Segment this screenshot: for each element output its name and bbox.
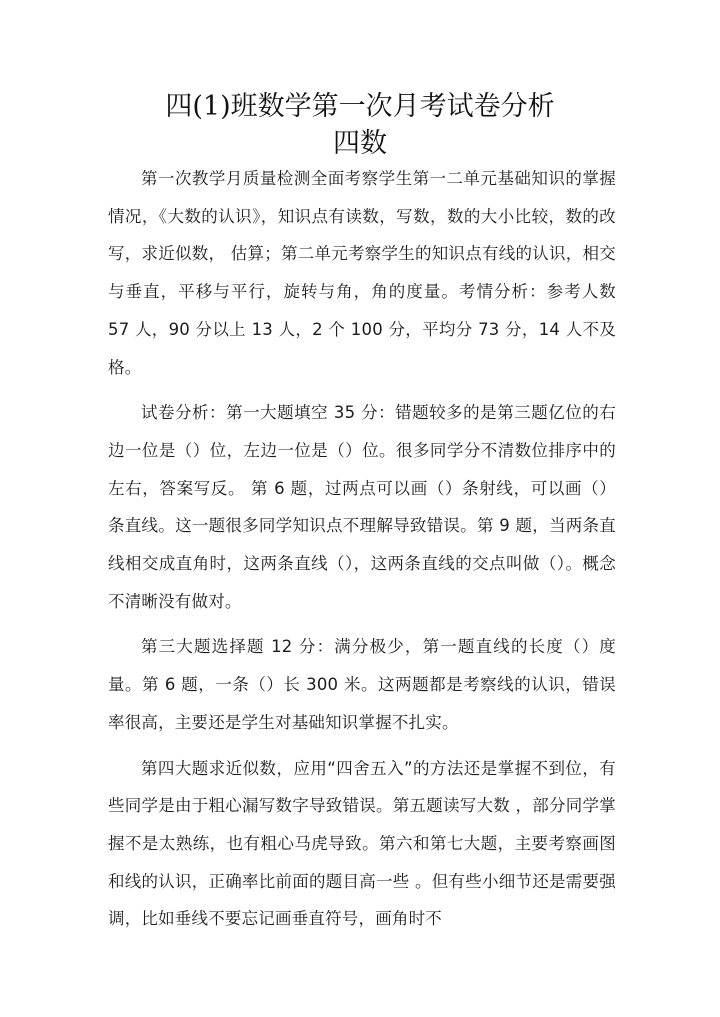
paragraph-choice-analysis: 第三大题选择题 12 分：满分极少，第一题直线的长度（）度量。第 6 题，一条（）长 300 米。这两题都是考察线的认识，错误率很高，主要还是学生对基础知识掌握不扎实。 [108,637,616,732]
document-title: 四(1)班数学第一次月考试卷分析 [165,91,555,122]
paragraph-approximation-analysis: 第四大题求近似数，应用“四舍五入”的方法还是掌握不到位，有些同学是由于粗心漏写数字导致错误。第五题读写大数 ，部分同学掌握不是太熟练，也有粗心马虎导致。第六和第七大题，主要考察画图和线的认识，正确率比前面的题目高一些 。但有些小细节还是需要强调，比如垂线不要忘记画垂直符号，画角时不 [108,758,616,929]
document-subtitle: 四数 [333,128,387,159]
paragraph-fill-blank-analysis: 试卷分析：第一大题填空 35 分：错题较多的是第三题亿位的右边一位是（）位，左边一位是（）位。很多同学分不清数位排序中的左右，答案写反。 第 6 题，过两点可以画（）条射线，可以画（）条直线。这一题很多同学知识点不理解导致错误。第 9 题，当两条直线相交成直角时，这两条直线（），这两条直线的交点叫做（）。概念不清晰没有做对。 [108,403,616,611]
document-body [108,160,616,946]
paragraph-overview: 第一次教学月质量检测全面考察学生第一二单元基础知识的掌握情况，《大数的认识》，知识点有读数，写数，数的大小比较，数的改写，求近似数， 估算；第二单元考察学生的知识点有线的认识，相交与垂直，平移与平行，旋转与角，角的度量。考情分析：参考人数 57 人，90 分以上 13 人，2 个 100 分，平均分 73 分，14 人不及格。 [108,169,616,377]
